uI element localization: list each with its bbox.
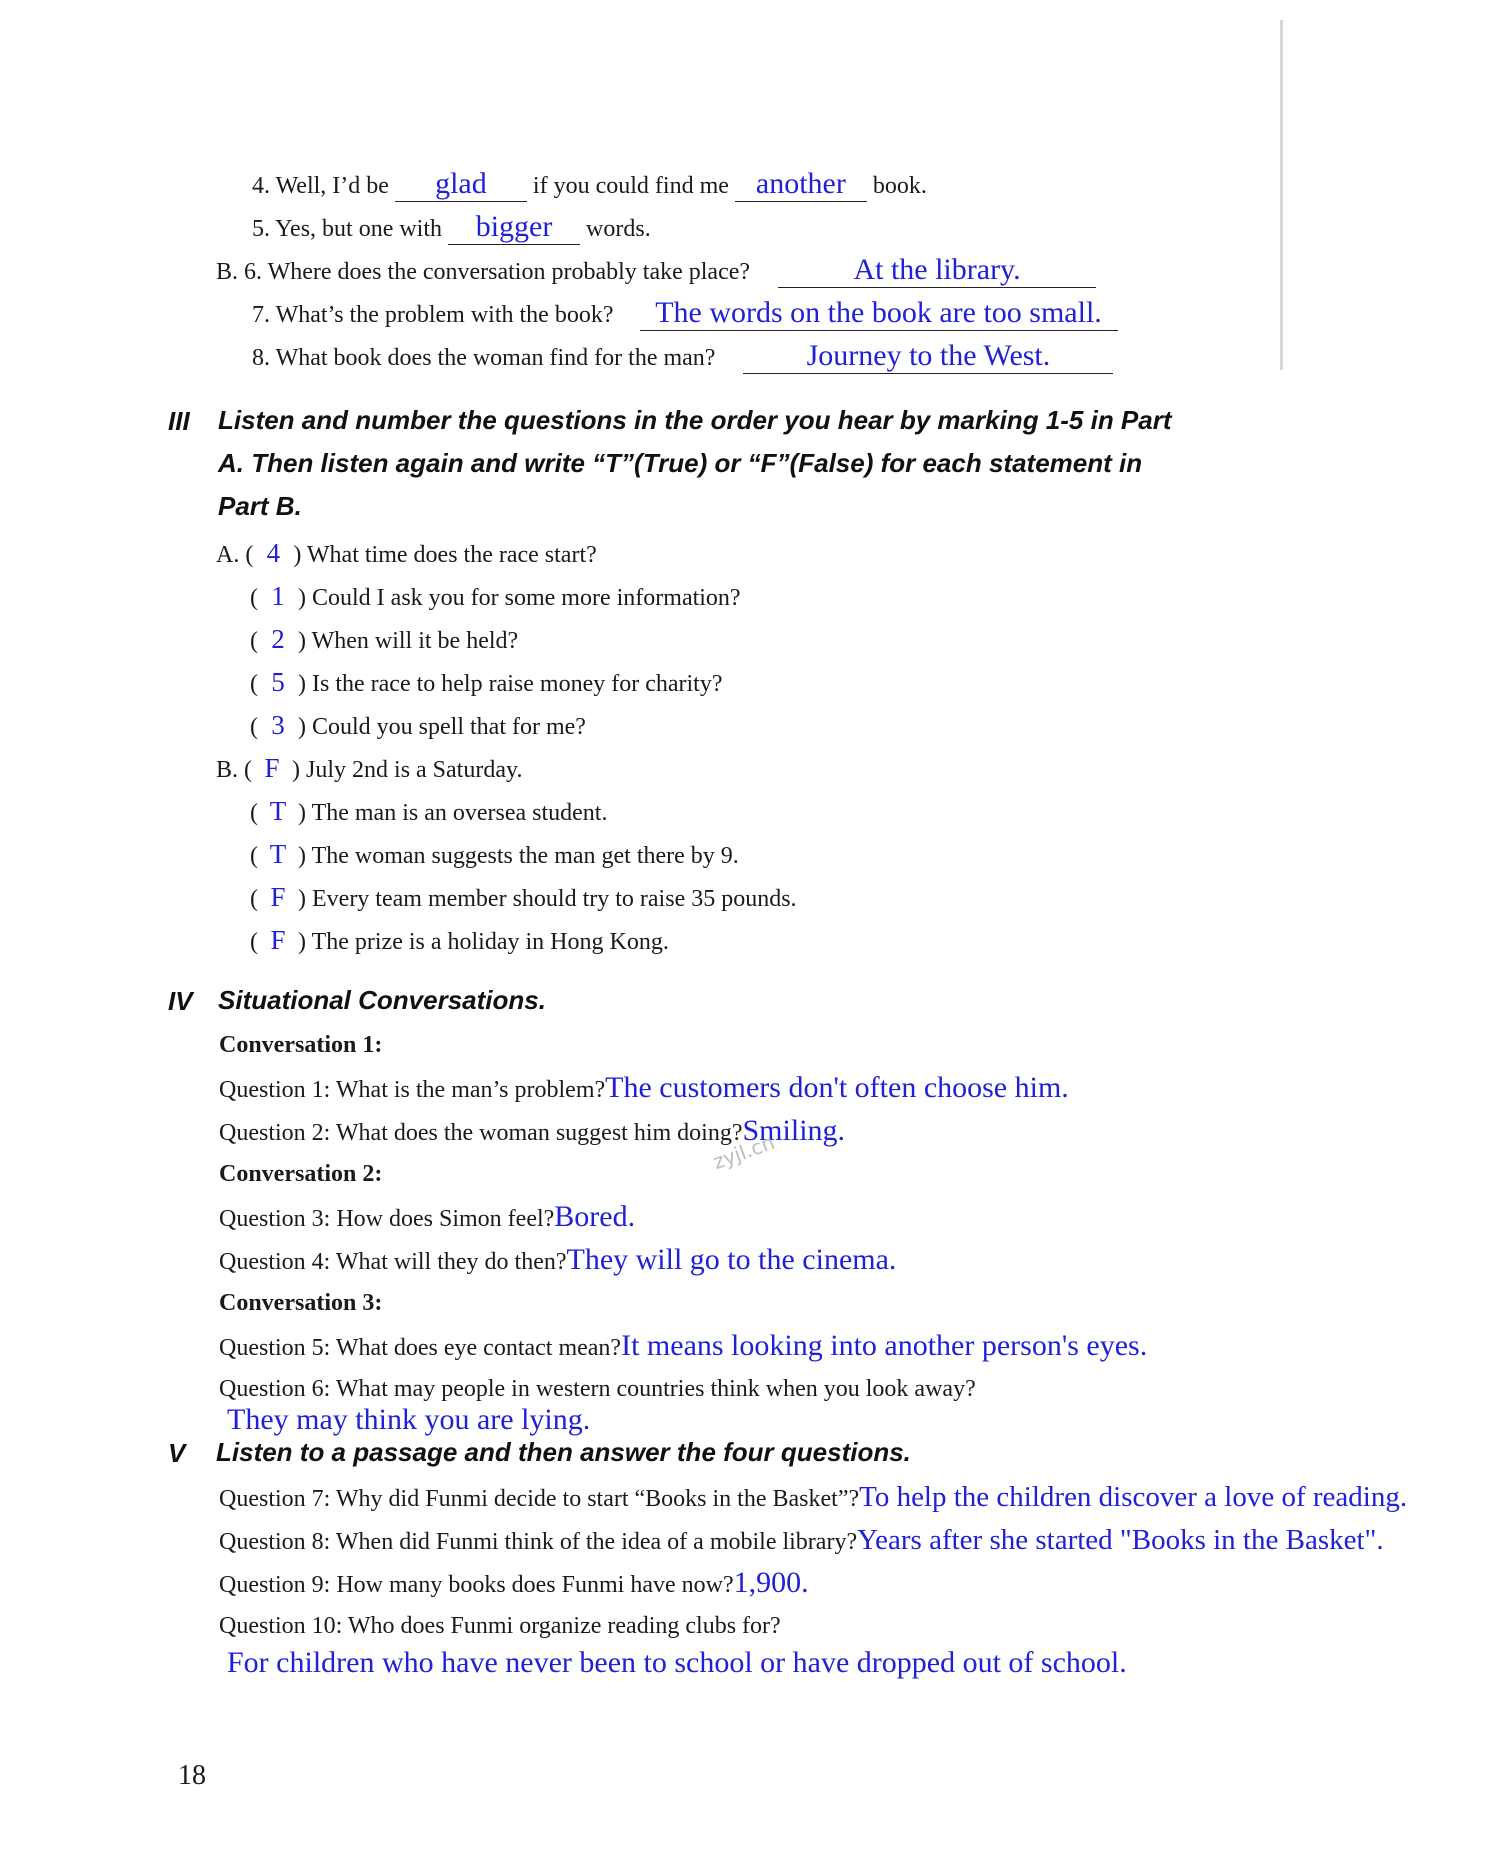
part-b-item: ( F ) The prize is a holiday in Hong Kong.	[250, 925, 669, 955]
answer-10: For children who have never been to school or have dropped out of school.	[227, 1646, 1127, 1679]
part-b-item: ( T ) The man is an oversea student.	[250, 796, 608, 826]
question-4b: Question 4: What will they do then?They will go to the cinema.	[219, 1243, 897, 1276]
question-8: 8. What book does the woman find for the man? Journey to the West.	[252, 341, 1113, 374]
section-iv-title: Situational Conversations.	[218, 985, 546, 1015]
part-a-item: ( 2 ) When will it be held?	[250, 624, 519, 654]
part-b-item: ( T ) The woman suggests the man get there by 9.	[250, 839, 739, 869]
watermark: zyjl.cn	[709, 1129, 778, 1175]
part-b-item: B. ( F ) July 2nd is a Saturday.	[216, 753, 523, 783]
page-edge-line	[1280, 20, 1283, 370]
question-4: 4. Well, I’d be glad if you could find me another book.	[252, 167, 927, 200]
answer-6: They may think you are lying.	[227, 1403, 591, 1436]
conversation-label: Conversation 2:	[219, 1161, 383, 1187]
question-7b: Question 7: Why did Funmi decide to start “Books in the Basket”?To help the children discover a love of reading.	[219, 1481, 1408, 1513]
section-number-iv: IV	[168, 986, 193, 1016]
answer-blank: glad	[395, 169, 527, 202]
part-b-item: ( F ) Every team member should try to raise 35 pounds.	[250, 882, 797, 912]
answer-blank: At the library.	[778, 255, 1096, 288]
part-a-item: A. ( 4 ) What time does the race start?	[216, 538, 597, 568]
part-a-item: ( 5 ) Is the race to help raise money for charity?	[250, 667, 723, 697]
section-iii-instructions: Listen and number the questions in the order you hear by marking 1-5 in Part A. Then listen again and write “T”(True) or “F”(False) for each statement in Part B.	[218, 405, 1172, 521]
answer-blank: Journey to the West.	[743, 341, 1113, 374]
conversation-label: Conversation 1:	[219, 1032, 383, 1058]
question-1: Question 1: What is the man’s problem?The customers don't often choose him.	[219, 1071, 1069, 1104]
question-6b: Question 6: What may people in western countries think when you look away?	[219, 1376, 976, 1402]
part-a-item: ( 1 ) Could I ask you for some more information?	[250, 581, 741, 611]
section-v-title: Listen to a passage and then answer the four questions.	[216, 1437, 911, 1467]
answer-blank: The words on the book are too small.	[640, 298, 1118, 331]
part-a-item: ( 3 ) Could you spell that for me?	[250, 710, 586, 740]
section-number-iii: III	[168, 406, 190, 436]
question-2: Question 2: What does the woman suggest him doing?Smiling.	[219, 1114, 846, 1147]
question-7: 7. What’s the problem with the book? The words on the book are too small.	[252, 298, 1118, 331]
answer-blank: bigger	[448, 212, 580, 245]
conversation-label: Conversation 3:	[219, 1290, 383, 1316]
question-5: 5. Yes, but one with bigger words.	[252, 210, 651, 243]
section-number-v: V	[168, 1438, 186, 1468]
page-number: 18	[178, 1760, 206, 1791]
answer-blank: another	[735, 169, 867, 202]
question-6: B. 6. Where does the conversation probably take place? At the library.	[216, 255, 1096, 288]
question-8b: Question 8: When did Funmi think of the idea of a mobile library?Years after she started "Books in the Basket".	[219, 1524, 1384, 1556]
question-10: Question 10: Who does Funmi organize reading clubs for?	[219, 1613, 781, 1639]
question-3: Question 3: How does Simon feel?Bored.	[219, 1200, 636, 1233]
question-5b: Question 5: What does eye contact mean?It means looking into another person's eyes.	[219, 1329, 1148, 1362]
question-9: Question 9: How many books does Funmi have now?1,900.	[219, 1566, 809, 1599]
